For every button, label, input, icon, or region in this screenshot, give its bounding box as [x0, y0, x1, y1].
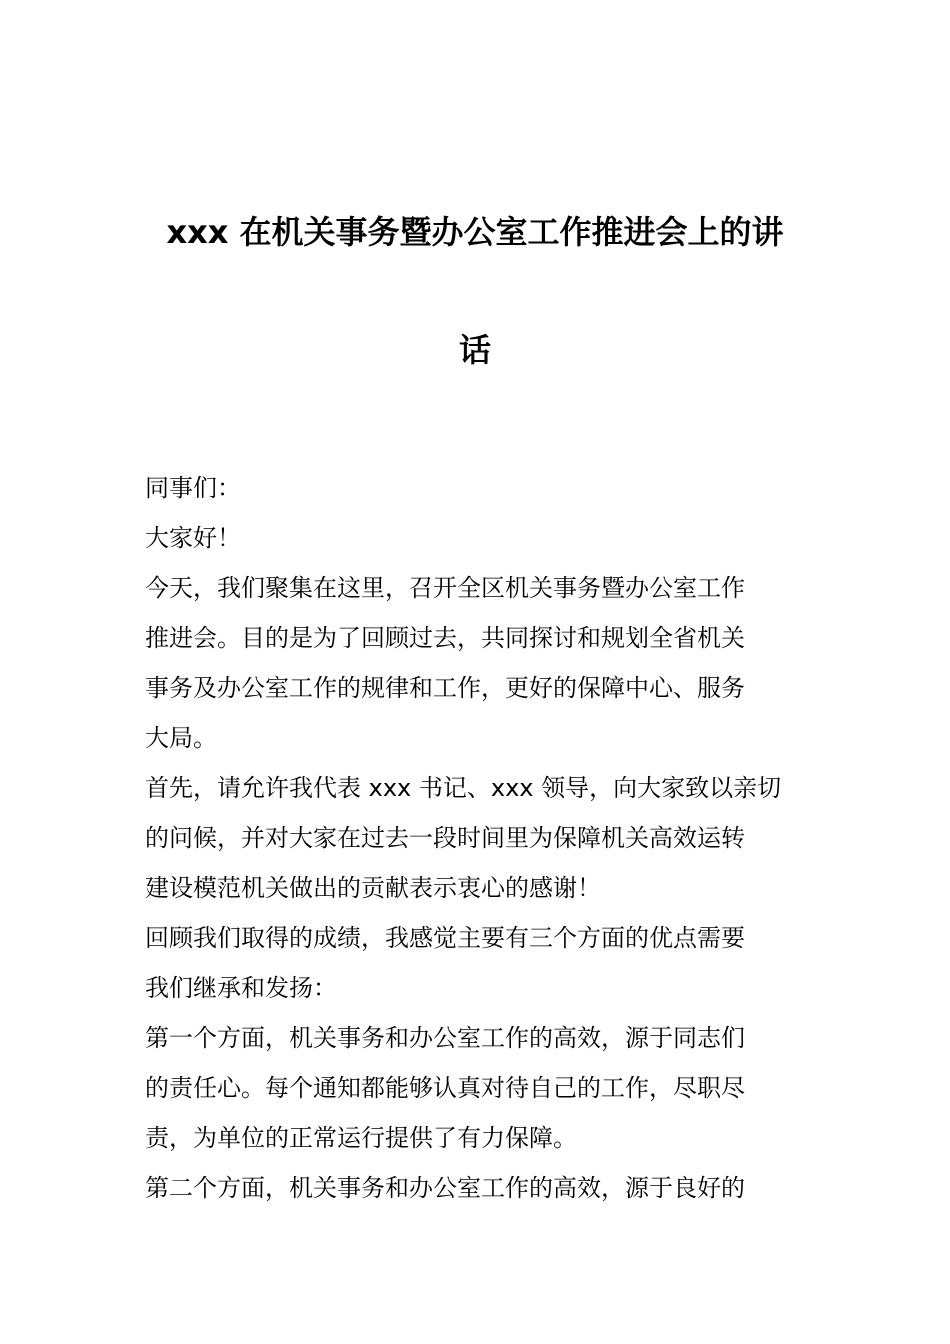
body-line: 的责任心。每个通知都能够认真对待自己的工作，尽职尽 — [145, 1074, 745, 1102]
body-line: 大家好！ — [145, 524, 241, 552]
body-line: 首先，请允许我代表 xxx 书记、xxx 领导，向大家致以亲切 — [145, 774, 782, 802]
body-line: 事务及办公室工作的规律和工作，更好的保障中心、服务 — [145, 674, 745, 702]
body-line: 第一个方面，机关事务和办公室工作的高效，源于同志们 — [145, 1024, 745, 1052]
body-line: 建设模范机关做出的贡献表示衷心的感谢！ — [145, 874, 601, 902]
body-line: 我们继承和发扬： — [145, 974, 337, 1002]
body-line: 回顾我们取得的成绩，我感觉主要有三个方面的优点需要 — [145, 924, 745, 952]
document-title-line-1: xxx 在机关事务暨办公室工作推进会上的讲 — [166, 213, 784, 251]
document-title-line-2: 话 — [458, 331, 491, 369]
body-line: 大局。 — [145, 724, 217, 752]
body-line: 第二个方面，机关事务和办公室工作的高效，源于良好的 — [145, 1174, 745, 1202]
body-line: 责，为单位的正常运行提供了有力保障。 — [145, 1124, 577, 1152]
document-body — [145, 463, 815, 1213]
body-line: 今天，我们聚集在这里，召开全区机关事务暨办公室工作 — [145, 574, 745, 602]
body-line: 的问候，并对大家在过去一段时间里为保障机关高效运转 — [145, 824, 745, 852]
body-line: 推进会。目的是为了回顾过去，共同探讨和规划全省机关 — [145, 624, 745, 652]
body-line: 同事们： — [145, 474, 241, 502]
